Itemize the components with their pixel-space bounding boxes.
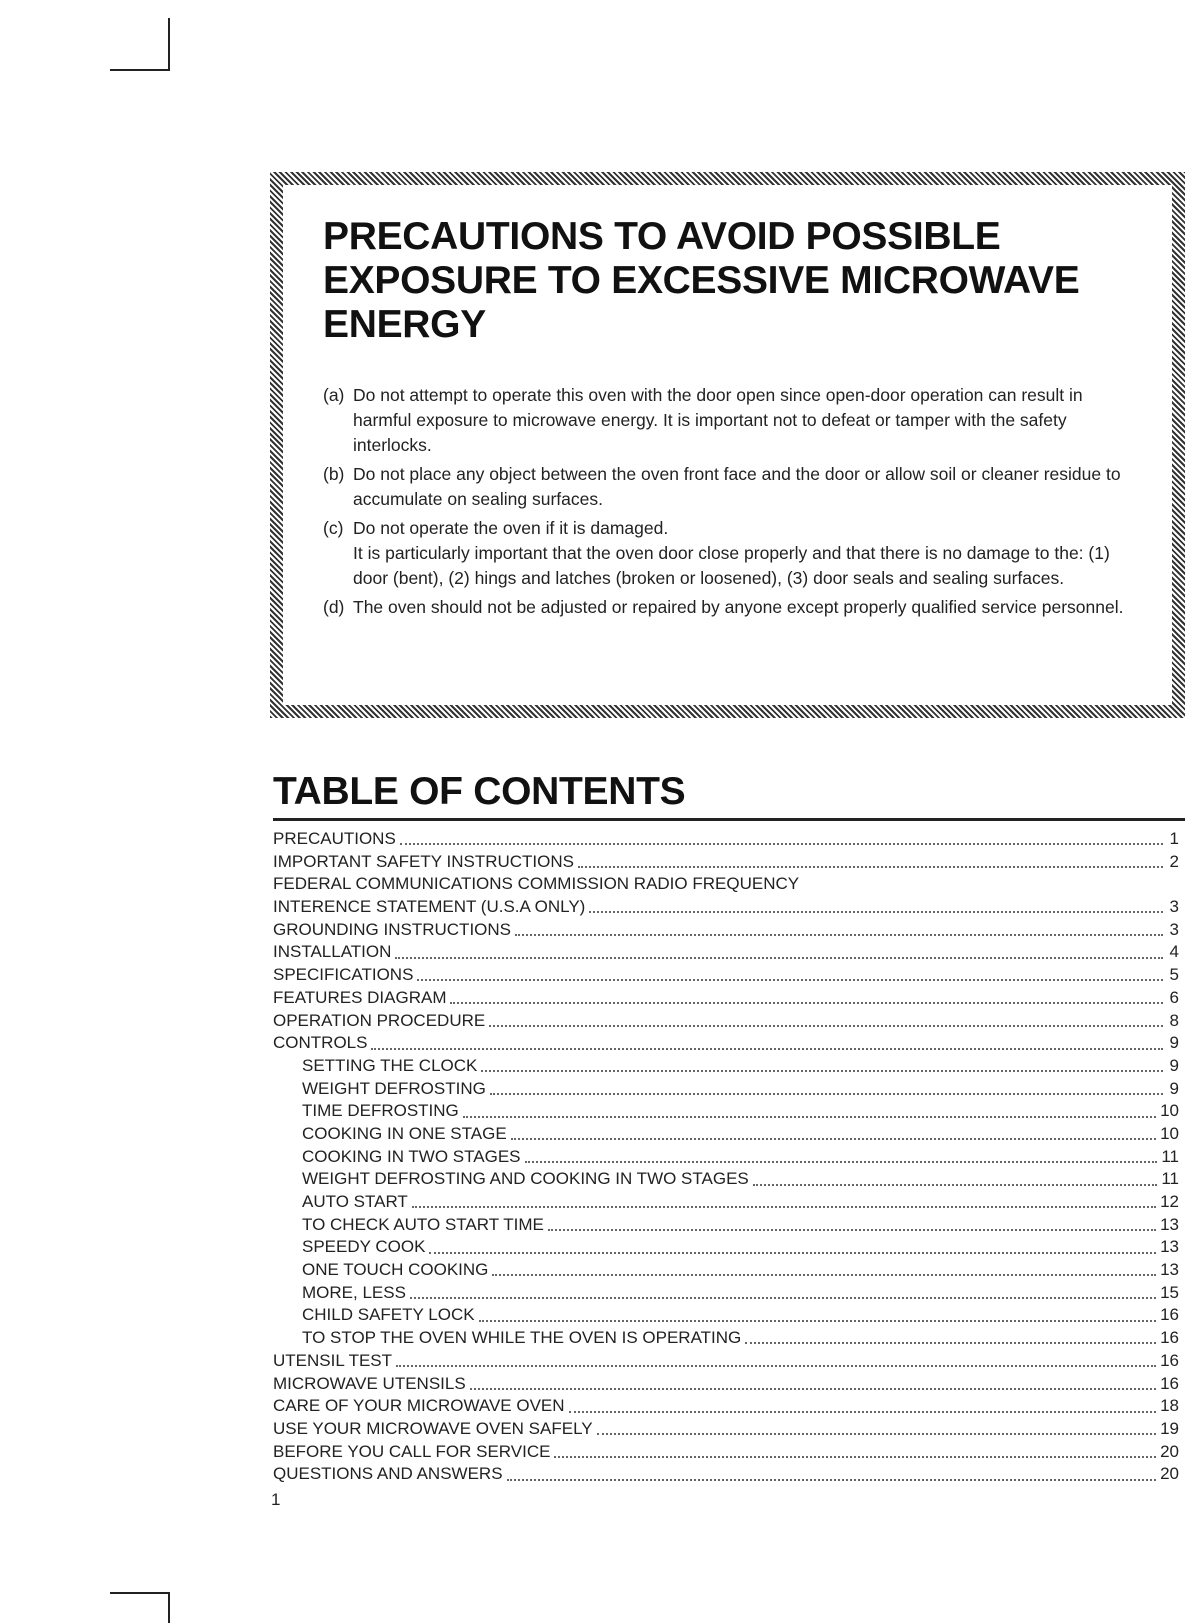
toc-entry-label: ONE TOUCH COOKING bbox=[302, 1260, 489, 1280]
toc-entry-page: 4 bbox=[1169, 942, 1179, 962]
toc-entry-page: 13 bbox=[1160, 1237, 1179, 1257]
toc-entry-page: 20 bbox=[1160, 1441, 1179, 1461]
toc-entry-page: 5 bbox=[1169, 965, 1179, 985]
toc-entry-label: TIME DEFROSTING bbox=[302, 1101, 459, 1121]
crop-mark-bottom-horizontal bbox=[110, 1592, 170, 1594]
toc-entry-label: SPEEDY COOK bbox=[302, 1237, 426, 1257]
toc-entry-page: 15 bbox=[1160, 1282, 1179, 1302]
toc-entry-label: WEIGHT DEFROSTING bbox=[302, 1078, 486, 1098]
toc-entry bbox=[273, 1032, 1179, 1055]
toc-entry bbox=[273, 1463, 1179, 1486]
toc-entry bbox=[273, 1146, 1179, 1169]
toc-dot-leader bbox=[395, 956, 1163, 959]
toc-entry-page: 2 bbox=[1169, 851, 1179, 871]
toc-entry bbox=[273, 1327, 1179, 1350]
toc-entry-page: 16 bbox=[1160, 1305, 1179, 1325]
toc-entry-page: 16 bbox=[1160, 1328, 1179, 1348]
toc-dot-leader bbox=[417, 978, 1163, 981]
precaution-text: Do not operate the oven if it is damaged. bbox=[353, 518, 669, 538]
toc-dot-leader bbox=[412, 1205, 1156, 1208]
toc-dot-leader bbox=[479, 1319, 1157, 1322]
toc-entry-page: 9 bbox=[1169, 1033, 1179, 1053]
precaution-text: Do not attempt to operate this oven with the door open since open-door operation can result in harmful exposure to microwave energy. It is important not to defeat or tamper with the safety interlocks. bbox=[353, 385, 1083, 455]
toc-entry-label: PRECAUTIONS bbox=[273, 829, 396, 848]
toc-entry bbox=[273, 1304, 1179, 1327]
toc-dot-leader bbox=[803, 889, 1163, 890]
toc-entry bbox=[273, 1350, 1179, 1373]
toc-dot-leader bbox=[463, 1115, 1156, 1118]
toc-entry bbox=[273, 1055, 1179, 1078]
toc-entry-page: 11 bbox=[1161, 1146, 1179, 1166]
toc-entry-page: 8 bbox=[1169, 1010, 1179, 1030]
toc-entry-label: AUTO START bbox=[302, 1192, 408, 1211]
toc-entry-label: QUESTIONS AND ANSWERS bbox=[273, 1464, 503, 1484]
toc-entry bbox=[273, 1214, 1179, 1237]
toc-entry bbox=[273, 1373, 1179, 1396]
toc-entry-page: 6 bbox=[1169, 987, 1179, 1007]
toc-entry bbox=[273, 964, 1179, 987]
toc-entry-label: INSTALLATION bbox=[273, 942, 392, 962]
toc-entry-label: COOKING IN ONE STAGE bbox=[302, 1123, 507, 1143]
toc-entry bbox=[273, 1282, 1179, 1305]
toc-entry-label: IMPORTANT SAFETY INSTRUCTIONS bbox=[273, 851, 574, 871]
toc-entry-label: WEIGHT DEFROSTING AND COOKING IN TWO STAGES bbox=[302, 1169, 749, 1189]
toc-title-rule bbox=[273, 818, 1185, 821]
precautions-list bbox=[323, 383, 1132, 620]
toc-entry-label: SETTING THE CLOCK bbox=[302, 1055, 478, 1075]
toc-entry bbox=[273, 919, 1179, 942]
toc-entry bbox=[273, 1395, 1179, 1418]
toc-entry-label: CHILD SAFETY LOCK bbox=[302, 1305, 475, 1325]
toc-title: TABLE OF CONTENTS bbox=[273, 770, 686, 813]
toc-dot-leader bbox=[507, 1478, 1157, 1481]
toc-entry bbox=[273, 1418, 1179, 1441]
toc-entry-page: 13 bbox=[1160, 1260, 1179, 1280]
toc-dot-leader bbox=[450, 1001, 1163, 1004]
toc-dot-leader bbox=[745, 1341, 1156, 1344]
toc-entry bbox=[273, 1078, 1179, 1101]
toc-entry bbox=[273, 1123, 1179, 1146]
toc-entry bbox=[273, 1168, 1179, 1191]
toc-entry bbox=[273, 1100, 1179, 1123]
toc-entry-label: CARE OF YOUR MICROWAVE OVEN bbox=[273, 1396, 565, 1416]
toc-entry-page: 1 bbox=[1169, 829, 1179, 848]
precaution-item bbox=[323, 516, 1132, 591]
toc-dot-leader bbox=[400, 842, 1163, 845]
toc-dot-leader bbox=[525, 1160, 1158, 1163]
toc-dot-leader bbox=[492, 1273, 1156, 1276]
precaution-label: (c) bbox=[323, 518, 344, 538]
toc-entry-page: 3 bbox=[1169, 897, 1179, 917]
toc-entry-page: 19 bbox=[1160, 1418, 1179, 1438]
precaution-item bbox=[323, 383, 1132, 458]
toc-entry-page: 12 bbox=[1160, 1192, 1179, 1211]
toc-entry-label: TO CHECK AUTO START TIME bbox=[302, 1214, 544, 1234]
toc-entry-page: 11 bbox=[1161, 1169, 1179, 1189]
toc-entry bbox=[273, 1010, 1179, 1033]
toc-entry bbox=[273, 896, 1179, 919]
toc-entry-label: SPECIFICATIONS bbox=[273, 965, 414, 985]
toc-entry bbox=[273, 1191, 1179, 1214]
toc-entry bbox=[273, 1441, 1179, 1464]
toc-entry-page: 10 bbox=[1160, 1123, 1179, 1143]
precaution-text: Do not place any object between the oven front face and the door or allow soil or cleaner residue to accumulate on sealing surfaces. bbox=[353, 464, 1121, 509]
toc-entry-label: FEDERAL COMMUNICATIONS COMMISSION RADIO FREQUENCY bbox=[273, 874, 800, 894]
toc-entry-label: CONTROLS bbox=[273, 1033, 368, 1053]
toc-entry-label: TO STOP THE OVEN WHILE THE OVEN IS OPERATING bbox=[302, 1328, 742, 1348]
toc-entry-label: GROUNDING INSTRUCTIONS bbox=[273, 919, 511, 939]
toc-dot-leader bbox=[410, 1296, 1156, 1299]
toc-dot-leader bbox=[489, 1024, 1163, 1027]
toc-dot-leader bbox=[371, 1047, 1163, 1050]
toc-entry-label: COOKING IN TWO STAGES bbox=[302, 1146, 521, 1166]
toc-entry bbox=[273, 941, 1179, 964]
precaution-item bbox=[323, 595, 1132, 620]
toc-dot-leader bbox=[490, 1092, 1163, 1095]
toc-dot-leader bbox=[470, 1387, 1156, 1390]
toc-entry-page: 20 bbox=[1160, 1464, 1179, 1484]
crop-mark-top-vertical bbox=[168, 18, 170, 70]
precaution-label: (b) bbox=[323, 464, 345, 484]
toc-entry-label: USE YOUR MICROWAVE OVEN SAFELY bbox=[273, 1418, 593, 1438]
toc-dot-leader bbox=[589, 910, 1163, 913]
precautions-content bbox=[323, 215, 1132, 624]
toc-entry bbox=[273, 851, 1179, 874]
toc-dot-leader bbox=[554, 1455, 1156, 1458]
toc-entry-page: 9 bbox=[1169, 1078, 1179, 1098]
toc-entry-page: 13 bbox=[1160, 1214, 1179, 1234]
toc-entry bbox=[273, 987, 1179, 1010]
precaution-continuation: It is particularly important that the oven door close properly and that there is no damage to the: (1) door (bent), (2) hings and latches (broken or loosened), (3) door seals and sealing surfaces. bbox=[353, 543, 1110, 588]
toc-dot-leader bbox=[515, 933, 1163, 936]
toc-list bbox=[273, 828, 1179, 1486]
toc-entry-page: 9 bbox=[1169, 1055, 1179, 1075]
toc-entry bbox=[273, 1259, 1179, 1282]
toc-entry-label: INTERENCE STATEMENT (U.S.A ONLY) bbox=[273, 897, 586, 917]
toc-entry bbox=[273, 828, 1179, 851]
toc-entry-page: 16 bbox=[1160, 1350, 1179, 1370]
toc-entry-label: OPERATION PROCEDURE bbox=[273, 1010, 486, 1030]
page-number: 1 bbox=[271, 1490, 281, 1509]
toc-dot-leader bbox=[578, 865, 1163, 868]
crop-mark-top-horizontal bbox=[110, 69, 170, 71]
precaution-label: (d) bbox=[323, 597, 345, 617]
toc-entry-label: MORE, LESS bbox=[302, 1282, 406, 1302]
toc-dot-leader bbox=[597, 1432, 1156, 1435]
toc-entry-label: MICROWAVE UTENSILS bbox=[273, 1373, 466, 1393]
toc-dot-leader bbox=[569, 1410, 1157, 1413]
toc-entry-page: 3 bbox=[1169, 919, 1179, 939]
toc-entry bbox=[273, 873, 1179, 896]
toc-dot-leader bbox=[429, 1251, 1156, 1254]
toc-entry bbox=[273, 1236, 1179, 1259]
crop-mark-bottom-vertical bbox=[168, 1592, 170, 1623]
toc-dot-leader bbox=[548, 1228, 1156, 1231]
toc-entry-page: 18 bbox=[1160, 1396, 1179, 1416]
precaution-item bbox=[323, 462, 1132, 512]
toc-entry-label: BEFORE YOU CALL FOR SERVICE bbox=[273, 1441, 551, 1461]
toc-entry-page: 16 bbox=[1160, 1373, 1179, 1393]
precaution-text: The oven should not be adjusted or repaired by anyone except properly qualified service personnel. bbox=[353, 597, 1124, 617]
toc-entry-label: UTENSIL TEST bbox=[273, 1350, 393, 1370]
toc-dot-leader bbox=[511, 1137, 1156, 1140]
precautions-title: PRECAUTIONS TO AVOID POSSIBLE EXPOSURE TO EXCESSIVE MICROWAVE ENERGY bbox=[323, 215, 1080, 346]
toc-dot-leader bbox=[481, 1069, 1163, 1072]
toc-entry-page: 10 bbox=[1160, 1101, 1179, 1121]
toc-entry-label: FEATURES DIAGRAM bbox=[273, 987, 447, 1007]
toc-dot-leader bbox=[396, 1364, 1156, 1367]
precautions-box bbox=[270, 172, 1185, 718]
precaution-label: (a) bbox=[323, 385, 345, 405]
toc-dot-leader bbox=[753, 1183, 1158, 1186]
